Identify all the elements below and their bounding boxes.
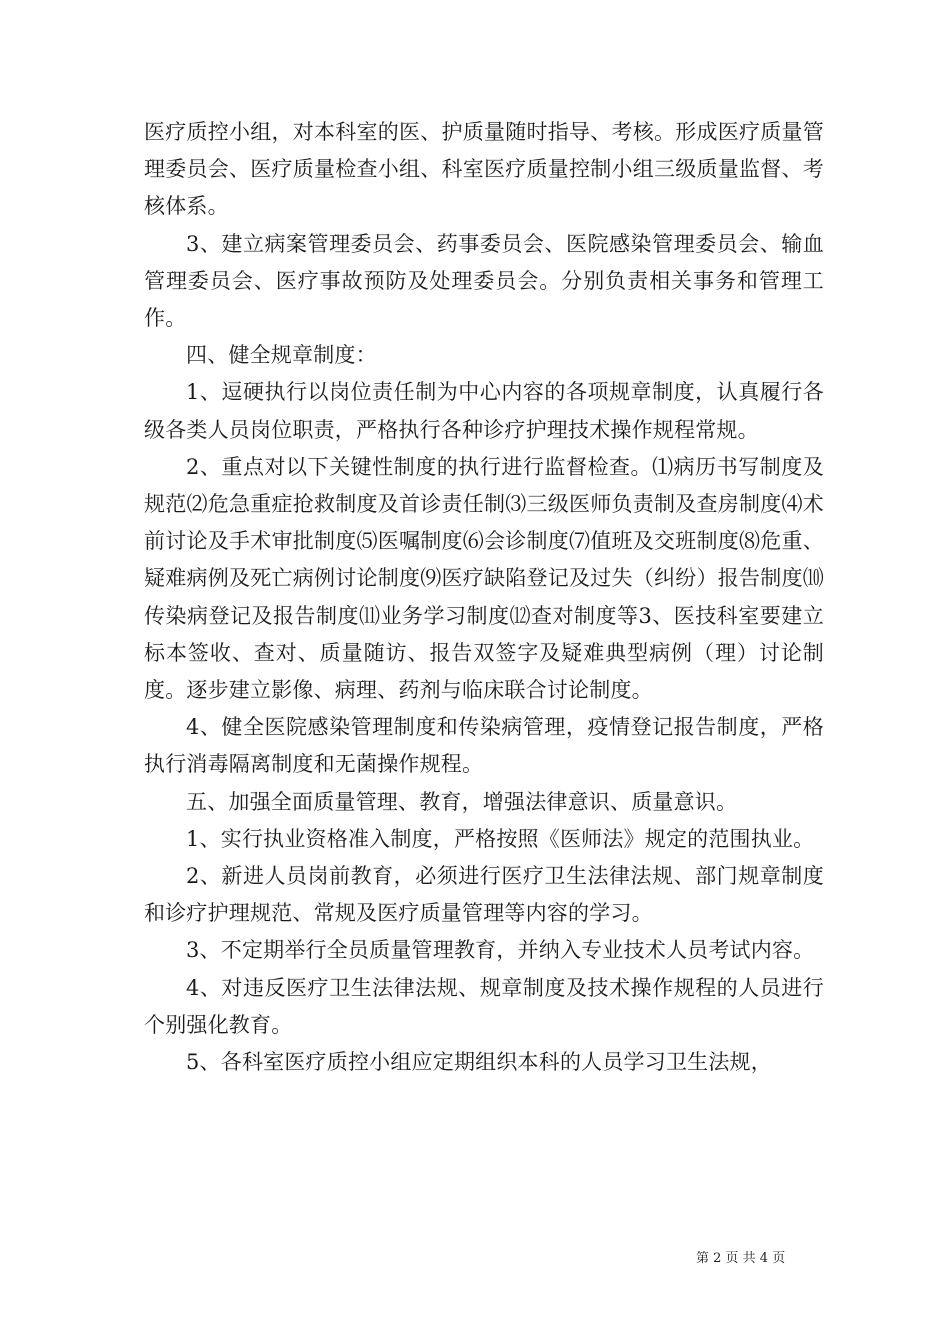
section-heading-4: 四、健全规章制度： — [186, 343, 377, 368]
paragraph-5: 2、重点对以下关键性制度的执行进行监督检查。⑴病历书写制度及规范⑵危急重症抢救制度及首诊责任制⑶三级医师负责制及查房制度⑷术前讨论及手术审批制度⑸医嘱制度⑹会诊制度⑺值班及交班制度⑻危重、疑难病例及死亡病例讨论制度⑼医疗缺陷登记及过失（纠纷）报告制度⑽传染病登记及报告制度⑾业务学习制度⑿查对制度等3、医技科室要建立标本签收、查对、质量随访、报告双签字及疑难典型病例（理）讨论制度。逐步建立影像、病理、药剂与临床联合讨论制度。 — [144, 454, 824, 703]
paragraph-12: 5、各科室医疗质控小组应定期组织本科的人员学习卫生法规， — [186, 1050, 772, 1075]
document-body — [144, 114, 824, 1081]
paragraph-4: 1、逗硬执行以岗位责任制为中心内容的各项规章制度，认真履行各级各类人员岗位职责，严格执行各种诊疗护理技术操作规程常规。 — [144, 380, 824, 442]
page-number: 第 2 页 共 4 页 — [696, 1251, 786, 1266]
paragraph-6: 4、健全医院感染管理制度和传染病管理，疫情登记报告制度，严格执行消毒隔离制度和无菌操作规程。 — [144, 715, 824, 777]
paragraph-1: 医疗质控小组，对本科室的医、护质量随时指导、考核。形成医疗质量管理委员会、医疗质量检查小组、科室医疗质量控制小组三级质量监督、考核体系。 — [144, 120, 824, 219]
paragraph-8: 1、实行执业资格准入制度，严格按照《医师法》规定的范围执业。 — [186, 826, 815, 851]
section-heading-5: 五、加强全面质量管理、教育，增强法律意识、质量意识。 — [186, 789, 738, 814]
paragraph-10: 3、不定期举行全员质量管理教育，并纳入专业技术人员考试内容。 — [186, 938, 815, 963]
paragraph-11: 4、对违反医疗卫生法律法规、规章制度及技术操作规程的人员进行个别强化教育。 — [144, 975, 824, 1037]
paragraph-2: 3、建立病案管理委员会、药事委员会、医院感染管理委员会、输血管理委员会、医疗事故预防及处理委员会。分别负责相关事务和管理工作。 — [144, 231, 824, 331]
paragraph-9: 2、新进人员岗前教育，必须进行医疗卫生法律法规、部门规章制度和诊疗护理规范、常规及医疗质量管理等内容的学习。 — [144, 864, 824, 926]
